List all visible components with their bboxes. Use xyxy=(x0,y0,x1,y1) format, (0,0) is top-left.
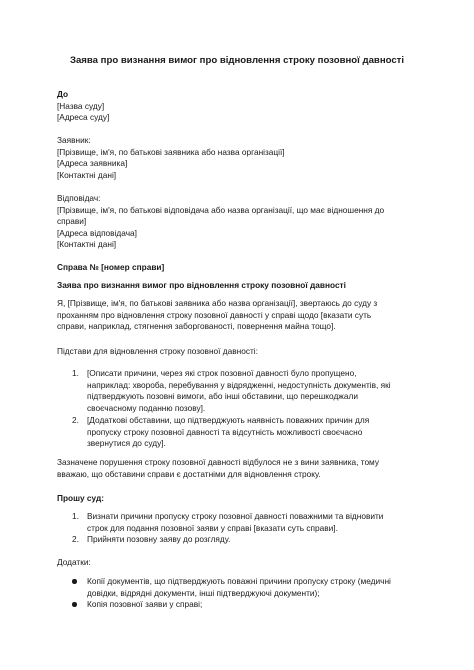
applicant-contacts: [Контактні дані] xyxy=(57,169,117,180)
list-item-line: Копії документів, що підтверджують поважні причини пропуску строку (медичні xyxy=(87,576,391,586)
bullet-icon xyxy=(72,579,77,584)
respondent-block xyxy=(57,193,419,251)
request-heading: Прошу суд: xyxy=(57,493,104,503)
list-item-line: Прийняти позовну заяву до розгляду. xyxy=(87,534,231,544)
conclusion-line: Зазначене порушення строку позовної давності відбулося не з вини заявника, тому xyxy=(57,457,379,467)
list-item-line: Копія позовної заяви у справі; xyxy=(87,599,203,609)
respondent-contacts: [Контактні дані] xyxy=(57,239,117,250)
applicant-name: [Прізвище, ім'я, по батькові заявника або назва організації] xyxy=(57,146,285,157)
applicant-block xyxy=(57,135,419,181)
list-item-line: своєчасному поданню позову]. xyxy=(87,402,206,413)
respondent-name-line-1: [Прізвище, ім'я, по батькові відповідача або назва організації, що має відношення до xyxy=(57,204,385,215)
intro-line: Я, [Прізвище, ім'я, по батькові заявника або назва організації], звертаюсь до суду з xyxy=(57,298,378,308)
list-item-line: [Додаткові обставини, що підтверджують наявність поважних причин для xyxy=(87,415,370,425)
list-number: 1. xyxy=(72,368,79,378)
subject-line: Заява про визнання вимог про відновлення строку позовної давності xyxy=(57,280,346,290)
list-item-line: пропуску строку позовної давності та відсутність можливості своєчасно xyxy=(87,426,363,437)
addressee-heading: До xyxy=(57,89,69,99)
case-number: Справа № [номер справи] xyxy=(57,262,165,272)
conclusion-paragraph xyxy=(57,457,419,480)
list-number: 1. xyxy=(72,511,79,521)
document-title: Заява про визнання вимог про відновлення строку позовної давності xyxy=(69,55,405,66)
applicant-heading: Заявник: xyxy=(57,135,91,145)
conclusion-line: вважаю, що обставини справи є достатніми для відновлення строку. xyxy=(57,468,321,479)
court-address: [Адреса суду] xyxy=(57,112,110,123)
list-number: 2. xyxy=(72,415,79,425)
respondent-address: [Адреса відповідача] xyxy=(57,227,137,238)
court-name: [Назва суду] xyxy=(57,100,105,111)
list-item-line: строк для подання позовної заяви у справі [вказати суть справи]. xyxy=(87,522,338,533)
respondent-name-line-2: справи] xyxy=(57,216,87,227)
list-item-line: Визнати причини пропуску строку позовної давності поважними та відновити xyxy=(87,511,384,521)
list-item-line: [Описати причини, через які строк позовної давності було пропущено, xyxy=(87,368,357,378)
list-item-line: підтверджують позовні вимоги, або інші обставини, що перешкоджали xyxy=(87,391,358,402)
addressee-block xyxy=(57,89,419,124)
grounds-heading: Підстави для відновлення строку позовної давності: xyxy=(57,346,258,356)
intro-line: проханням про відновлення строку позовної давності у справі щодо [вказати суть xyxy=(57,309,372,320)
attachments-heading: Додатки: xyxy=(57,557,91,567)
list-number: 2. xyxy=(72,534,79,544)
respondent-heading: Відповідач: xyxy=(57,193,101,203)
intro-line: справи, наприклад, стягнення заборгованості, повернення майна тощо]. xyxy=(57,321,336,332)
intro-paragraph xyxy=(57,298,419,333)
list-item-line: наприклад: хвороба, перебування у відрядженні, недоступність документів, які xyxy=(87,379,391,390)
list-item-line: довідки, відрядні документи, інші підтверджуючі документи); xyxy=(87,587,320,598)
list-item-line: звернутися до суду]. xyxy=(87,438,166,449)
applicant-address: [Адреса заявника] xyxy=(57,158,128,169)
bullet-icon xyxy=(72,602,77,607)
